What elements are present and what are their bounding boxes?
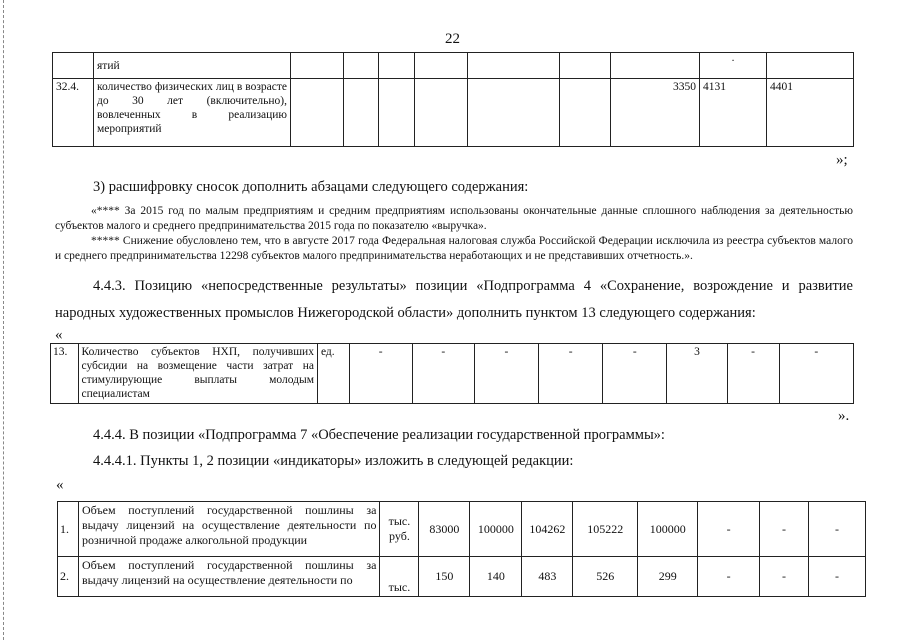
table-cell-text: ятий <box>94 53 291 79</box>
table-cell-num: 32.4. <box>53 79 94 147</box>
opening-quote-3: « <box>56 477 64 493</box>
table-cell-text: Количество субъектов НХП, получивших субсидии на возмещение части затрат на стимулирующие выплаты молодым специалистам <box>78 344 317 404</box>
table-cell-value: 3 <box>667 344 727 404</box>
table-cell-value: - <box>760 502 809 557</box>
table-cell-value: 100000 <box>470 502 522 557</box>
table-cell-value: 4131 <box>700 79 767 147</box>
table-cell-value: 100000 <box>638 502 698 557</box>
table-cell-unit: тыс. руб. <box>380 502 419 557</box>
table-cell-num: 13. <box>51 344 79 404</box>
footnote-4: «**** За 2015 год по малым предприятиям и средним предприятиям использованы окончательные данные сплошного наблюдения за деятельностью субъектов малого и среднего предпринимательства 2015 года по показателю «выручка». <box>55 205 853 232</box>
table-cell-dot: · <box>700 53 767 79</box>
paragraph-4-4-4: 4.4.4. В позиции «Подпрограмма 7 «Обеспечение реализации государственной программы»: <box>93 427 665 443</box>
table-cell-value: 104262 <box>522 502 573 557</box>
table-cell-value: - <box>349 344 412 404</box>
table-cell-value: 3350 <box>611 79 700 147</box>
table-cell-value: 105222 <box>573 502 638 557</box>
table-cell-value: - <box>809 502 866 557</box>
table-row <box>58 502 866 557</box>
paragraph-4-4-3-line1: 4.4.3. Позицию «непосредственные результаты» позиции «Подпрограмма 4 «Сохранение, возрождение и развитие <box>93 278 853 294</box>
paragraph-4-4-4-1: 4.4.4.1. Пункты 1, 2 позиции «индикаторы» изложить в следующей редакции: <box>93 453 574 469</box>
table-cell-text: Объем поступлений государственной пошлины за выдачу лицензий на осуществление деятельности по <box>78 557 380 597</box>
closing-quote-1: »; <box>836 152 848 168</box>
table-indicators-subprogram-7 <box>57 501 866 597</box>
paragraph-3: 3) расшифровку сносок дополнить абзацами следующего содержания: <box>93 179 529 195</box>
page-number: 22 <box>445 31 460 47</box>
table-row <box>58 557 866 597</box>
table-cell-text: количество физических лиц в возрасте до 30 лет (включительно), вовлеченных в реализацию мероприятий <box>94 79 291 147</box>
table-cell-value: 526 <box>573 557 638 597</box>
table-row <box>53 53 854 79</box>
table-cell-value: 299 <box>638 557 698 597</box>
table-cell-value: - <box>809 557 866 597</box>
table-cell-value: 140 <box>470 557 522 597</box>
table-cell-value: - <box>698 502 760 557</box>
table-results-item-13 <box>50 343 854 404</box>
table-cell-unit: ед. <box>317 344 349 404</box>
closing-quote-2: ». <box>838 408 850 424</box>
table-cell-value: - <box>760 557 809 597</box>
table-cell-text: Объем поступлений государственной пошлины за выдачу лицензий на осуществление деятельности по розничной продаже алкогольной продукции <box>78 502 380 557</box>
table-cell-value: - <box>603 344 667 404</box>
table-cell-value: - <box>474 344 538 404</box>
paragraph-4-4-3-line2: народных художественных промыслов Нижегородской области» дополнить пунктом 13 следующего содержания: <box>55 305 756 321</box>
scan-edge-line <box>3 0 4 640</box>
table-indicators-part <box>52 52 854 147</box>
table-cell-value: - <box>412 344 474 404</box>
table-cell-value: - <box>779 344 853 404</box>
table-cell-value: 483 <box>522 557 573 597</box>
table-row <box>51 344 854 404</box>
table-cell-value: 83000 <box>419 502 470 557</box>
table-cell-value: - <box>727 344 779 404</box>
footnote-5: ***** Снижение обусловлено тем, что в августе 2017 года Федеральная налоговая служба Российской Федерации исключила из реестра субъектов малого и среднего предпринимательства 12298 субъектов малого предпринимательства неработающих и не представивших отчетность.». <box>55 235 853 262</box>
opening-quote-2: « <box>55 327 63 343</box>
table-row <box>53 79 854 147</box>
table-cell-num: 1. <box>58 502 79 557</box>
table-cell-value: 150 <box>419 557 470 597</box>
table-cell-num: 2. <box>58 557 79 597</box>
table-cell-value: 4401 <box>767 79 854 147</box>
table-cell-value: - <box>539 344 603 404</box>
table-cell-unit: тыс. <box>380 557 419 597</box>
table-cell-value: - <box>698 557 760 597</box>
